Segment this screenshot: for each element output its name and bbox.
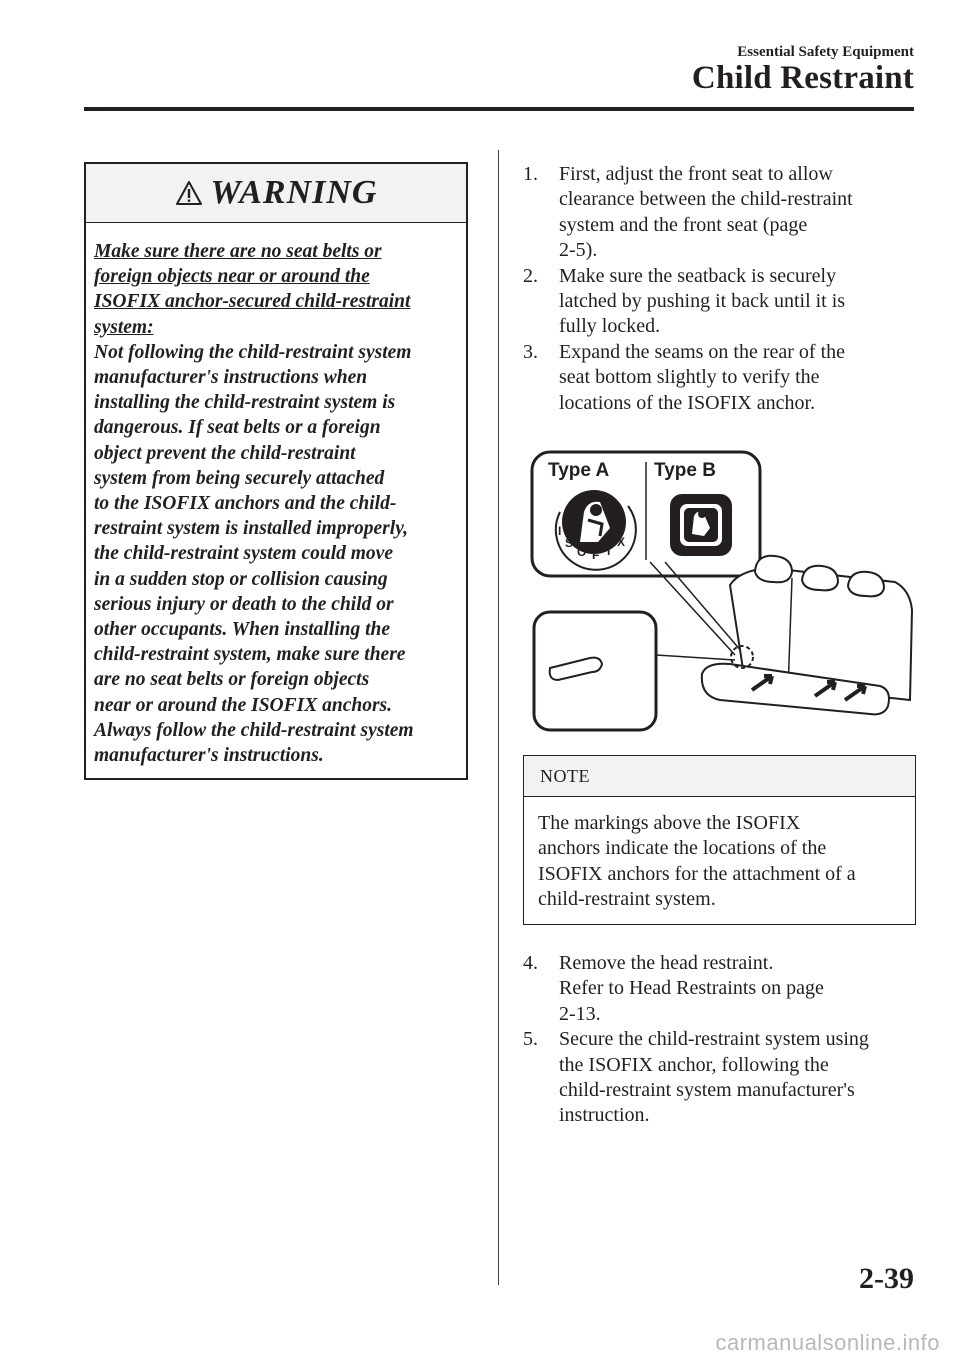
warning-body-line: restraint system is installed improperly, — [94, 518, 408, 540]
isofix-letter: X — [617, 535, 626, 549]
warning-title: WARNING — [210, 174, 378, 211]
warning-body-line: Not following the child-restraint system — [94, 341, 412, 363]
step-item — [523, 264, 923, 340]
page-number: 2-39 — [859, 1262, 914, 1295]
isofix-anchor-illustration — [530, 450, 920, 740]
note-text — [524, 797, 915, 913]
head-restraint — [755, 556, 792, 582]
warning-body-line: system from being securely attached — [94, 467, 385, 489]
note-line: ISOFIX anchors for the attachment of a — [538, 862, 856, 885]
warning-lead-line: foreign objects near or around the — [94, 266, 370, 288]
warning-body-line: manufacturer's instructions when — [94, 367, 368, 389]
step-item — [523, 162, 923, 264]
note-line: The markings above the ISOFIX — [538, 812, 801, 834]
note-title: NOTE — [524, 756, 915, 797]
warning-lead-line: ISOFIX anchor-secured child-restraint — [94, 291, 411, 313]
section-header: Essential Safety Equipment — [737, 44, 914, 60]
warning-lead-line: system: — [94, 316, 154, 338]
step-item — [523, 1027, 923, 1129]
step-line: Secure the child-restraint system using — [559, 1028, 869, 1051]
isofix-letter: S — [565, 536, 574, 550]
warning-body-line: installing the child-restraint system is — [94, 392, 396, 414]
step-line: Refer to Head Restraints on page — [559, 977, 824, 1000]
warning-body-line: other occupants. When installing the — [94, 619, 391, 641]
seat-illustration — [530, 450, 920, 740]
isofix-letter: I — [558, 524, 562, 538]
isofix-letter: F — [592, 548, 600, 562]
type-a-label: Type A — [548, 460, 610, 481]
page-title: Child Restraint — [691, 60, 914, 96]
step-line: 2-13. — [559, 1002, 601, 1025]
step-line: 2-5). — [559, 239, 598, 262]
warning-body-line: manufacturer's instructions. — [94, 745, 324, 767]
step-line: First, adjust the front seat to allow — [559, 163, 833, 185]
step-item — [523, 340, 923, 416]
head-restraint — [802, 566, 838, 591]
isofix-letter: O — [577, 545, 587, 559]
step-line: Make sure the seatback is securely — [559, 264, 837, 287]
warning-text — [86, 223, 466, 768]
step-line: latched by pushing it back until it is — [559, 290, 846, 313]
isofix-type-b-icon — [670, 494, 732, 556]
step-line: system and the front seat (page — [559, 213, 808, 236]
warning-body-line: are no seat belts or foreign objects — [94, 669, 370, 691]
step-line: instruction. — [559, 1104, 650, 1127]
head-restraint — [848, 572, 884, 597]
leader-line — [656, 655, 735, 660]
type-b-label: Type B — [654, 460, 716, 481]
note-line: anchors indicate the locations of the — [538, 837, 827, 860]
step-line: Remove the head restraint. — [559, 952, 774, 974]
step-line: the ISOFIX anchor, following the — [559, 1053, 829, 1076]
warning-body-line: serious injury or death to the child or — [94, 593, 394, 615]
step-line: child-restraint system manufacturer's — [559, 1079, 855, 1102]
warning-body-line: near or around the ISOFIX anchors. — [94, 694, 393, 716]
warning-box — [84, 162, 468, 780]
step-number: 4. — [523, 952, 538, 974]
step-line: seat bottom slightly to verify the — [559, 366, 820, 389]
warning-body-line: dangerous. If seat belts or a foreign — [94, 417, 381, 439]
column-divider — [498, 150, 499, 1285]
note-box — [523, 755, 916, 925]
warning-triangle-icon — [175, 180, 203, 206]
warning-header — [86, 164, 466, 223]
watermark: carmanualsonline.info — [715, 1330, 940, 1355]
step-line: locations of the ISOFIX anchor. — [559, 391, 816, 414]
warning-body-line: in a sudden stop or collision causing — [94, 568, 388, 590]
warning-body-line: to the ISOFIX anchors and the child- — [94, 493, 397, 515]
step-number: 1. — [523, 163, 538, 185]
step-item — [523, 951, 923, 1027]
isofix-letter: I — [607, 544, 611, 558]
step-number: 3. — [523, 340, 538, 363]
steps-list-bottom — [523, 951, 923, 1129]
warning-body-line: the child-restraint system could move — [94, 543, 393, 565]
step-number: 2. — [523, 264, 538, 287]
step-line: clearance between the child-restraint — [559, 188, 853, 211]
step-line: Expand the seams on the rear of the — [559, 340, 846, 363]
step-line: fully locked. — [559, 315, 661, 338]
warning-body-line: Always follow the child-restraint system — [94, 719, 414, 741]
header-rule — [84, 107, 914, 111]
step-number: 5. — [523, 1028, 538, 1051]
warning-lead-line: Make sure there are no seat belts or — [94, 241, 382, 262]
warning-body-line: child-restraint system, make sure there — [94, 644, 406, 666]
warning-body-line: object prevent the child-restraint — [94, 442, 356, 464]
steps-list-top — [523, 162, 923, 416]
note-line: child-restraint system. — [538, 888, 716, 911]
